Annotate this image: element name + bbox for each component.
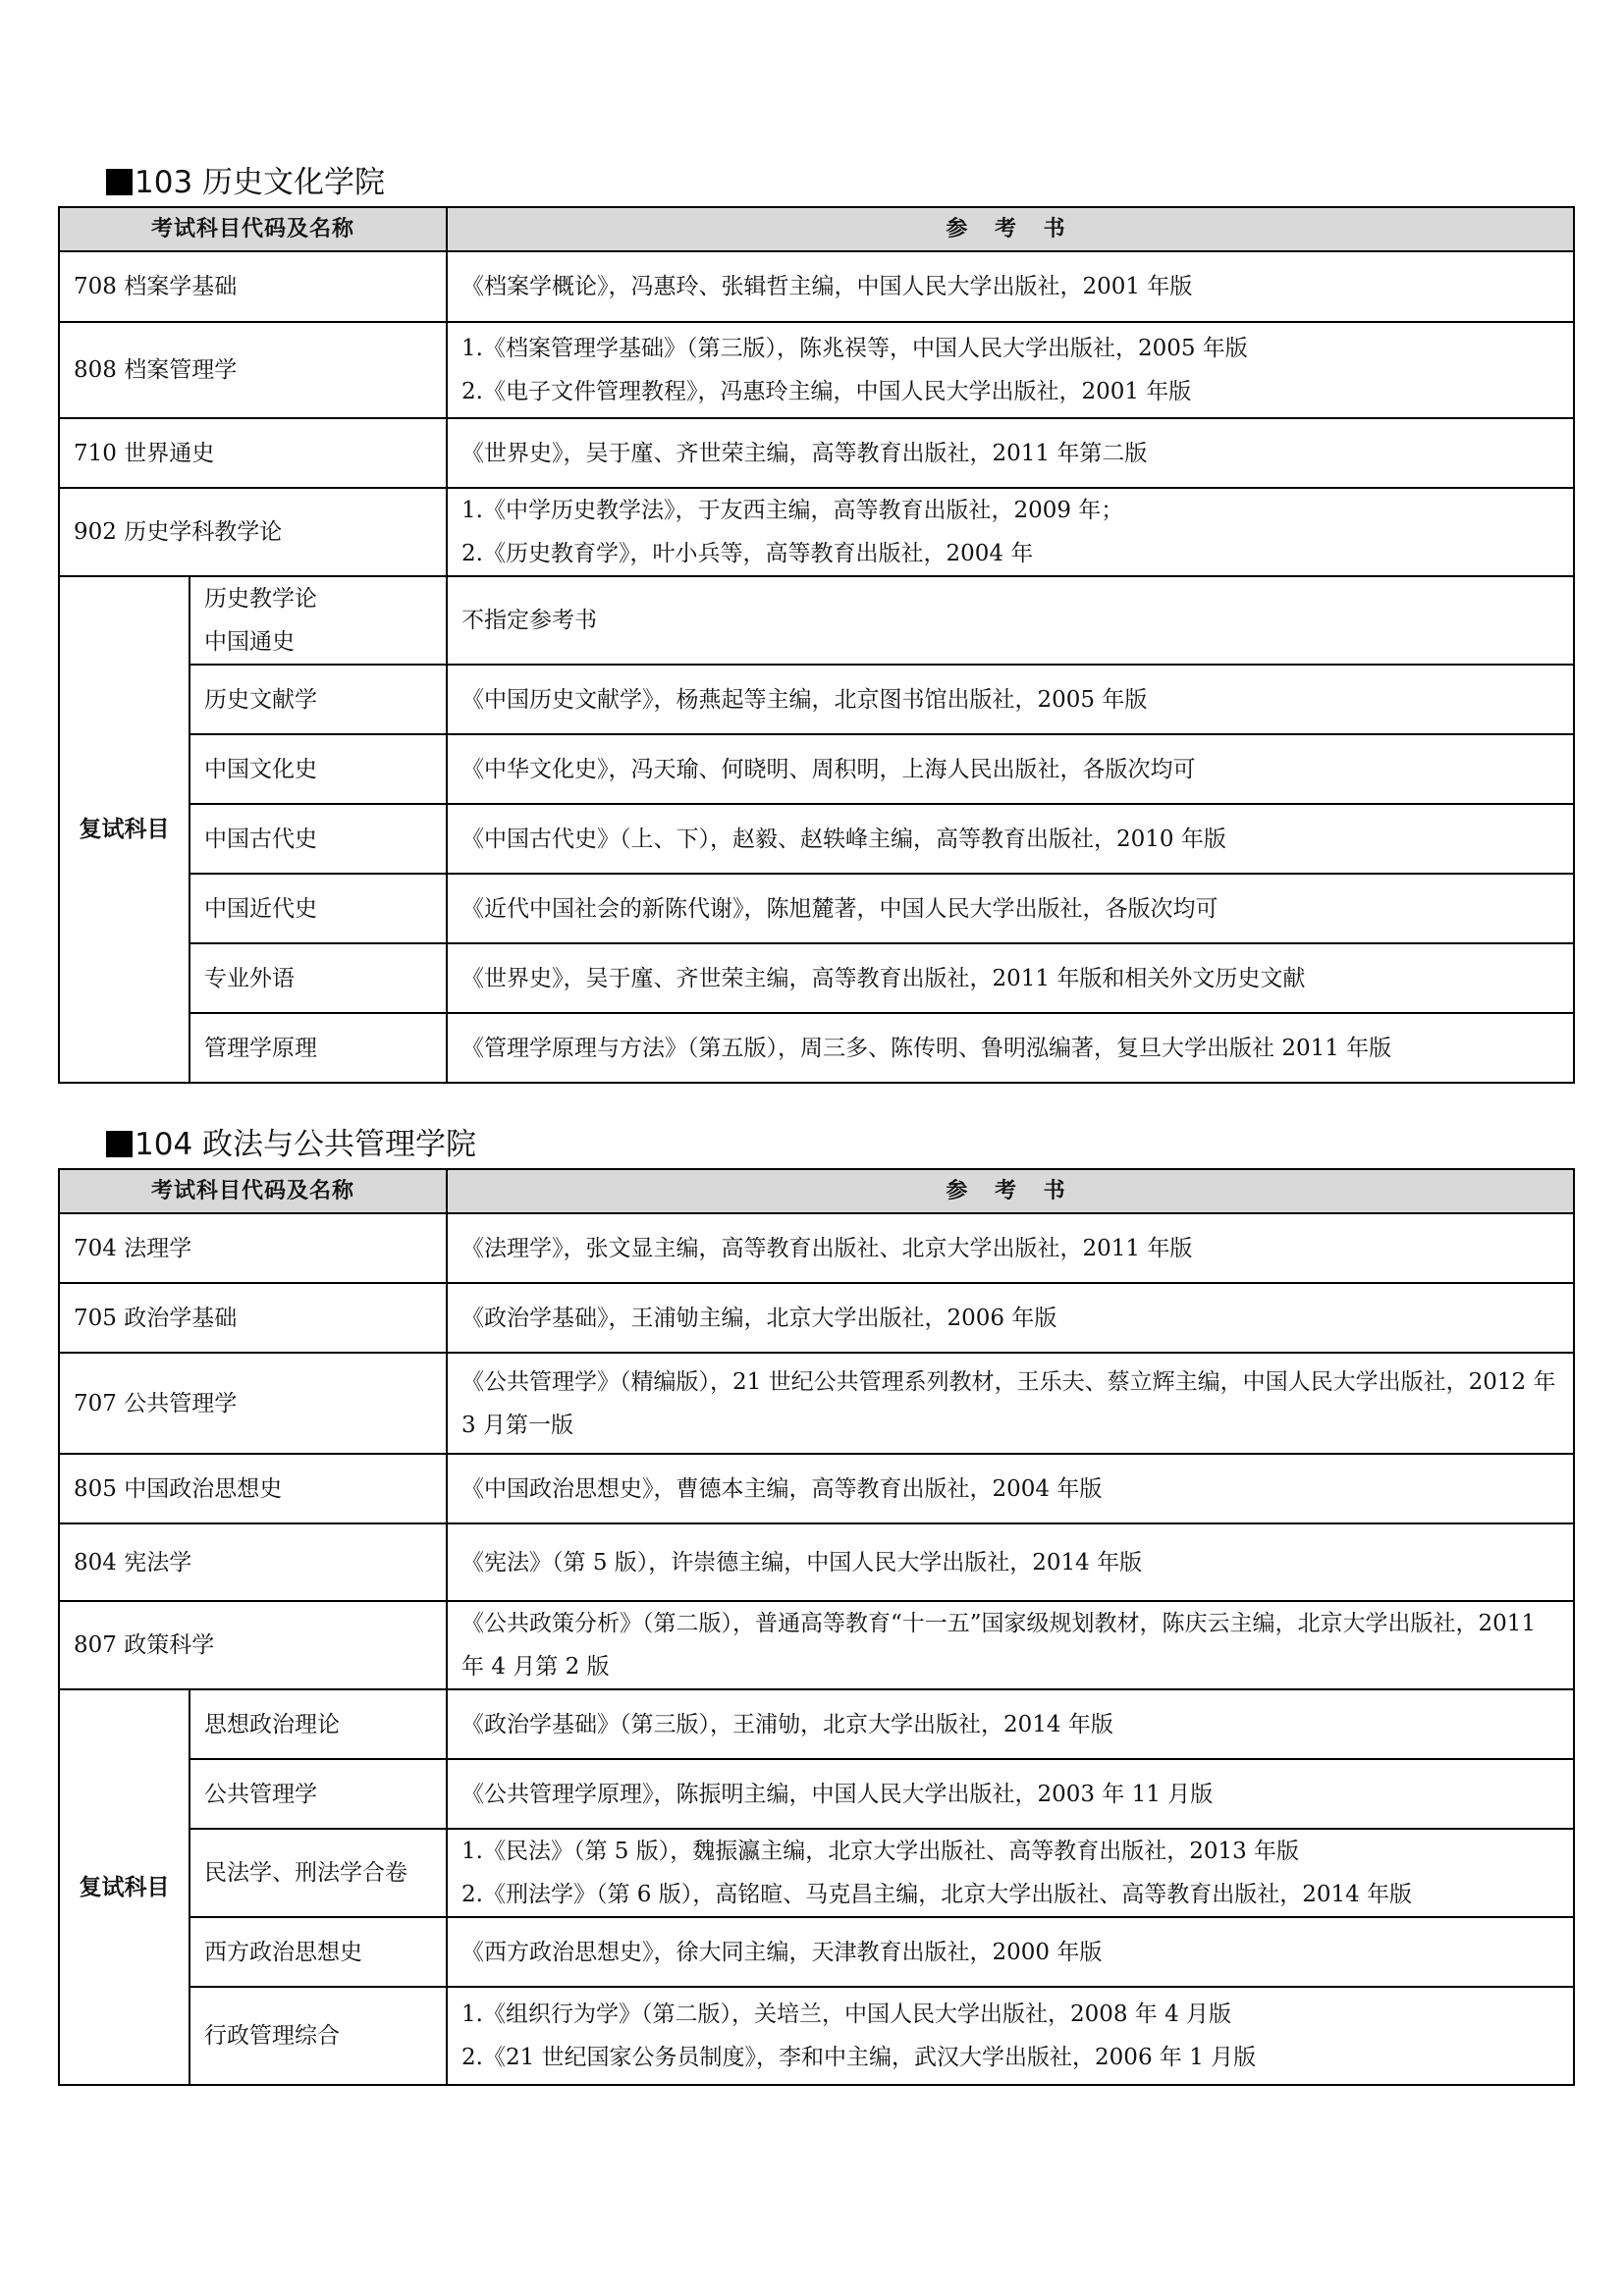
retest-subject-cell: 西方政治思想史 (189, 1917, 447, 1987)
table-row (59, 1013, 1574, 1083)
books-cell: 《西方政治思想史》，徐大同主编，天津教育出版社，2000 年版 (447, 1917, 1574, 1987)
table-row (59, 1601, 1574, 1689)
subject-cell: 705 政治学基础 (59, 1283, 447, 1353)
subject-cell: 807 政策科学 (59, 1601, 447, 1689)
books-cell: 《政治学基础》，王浦劬主编，北京大学出版社，2006 年版 (447, 1283, 1574, 1353)
header-books: 参 考 书 (447, 207, 1574, 251)
books-cell: 《中国历史文献学》，杨燕起等主编，北京图书馆出版社，2005 年版 (447, 665, 1574, 734)
books-cell: 《公共管理学》（精编版），21 世纪公共管理系列教材，王乐夫、蔡立辉主编，中国人民大学出版社，2012 年 3 月第一版 (447, 1353, 1574, 1454)
table-row (59, 874, 1574, 943)
retest-subject-cell: 管理学原理 (189, 1013, 447, 1083)
books-cell: 《政治学基础》（第三版），王浦劬，北京大学出版社，2014 年版 (447, 1689, 1574, 1759)
table-row (59, 943, 1574, 1013)
books-cell: 《中国古代史》（上、下），赵毅、赵轶峰主编，高等教育出版社，2010 年版 (447, 804, 1574, 874)
books-cell: 1.《中学历史教学法》，于友西主编，高等教育出版社，2009 年； 2.《历史教育学》，叶小兵等，高等教育出版社，2004 年 (447, 488, 1574, 576)
retest-label: 复试科目 (59, 576, 189, 1083)
table-row (59, 576, 1574, 665)
table-row (59, 1283, 1574, 1353)
section-title-104 (106, 1127, 476, 1162)
table-row (59, 251, 1574, 322)
retest-subject-cell: 民法学、刑法学合卷 (189, 1829, 447, 1917)
table-row (59, 1523, 1574, 1601)
table-row (59, 1917, 1574, 1987)
table-row (59, 1454, 1574, 1523)
books-cell: 《世界史》，吴于廑、齐世荣主编，高等教育出版社，2011 年版和相关外文历史文献 (447, 943, 1574, 1013)
table-row (59, 1829, 1574, 1917)
books-cell: 《中华文化史》，冯天瑜、何晓明、周积明，上海人民出版社，各版次均可 (447, 734, 1574, 804)
retest-label: 复试科目 (59, 1689, 189, 2085)
books-cell: 《近代中国社会的新陈代谢》，陈旭麓著，中国人民大学出版社，各版次均可 (447, 874, 1574, 943)
books-cell: 1.《民法》（第 5 版），魏振瀛主编，北京大学出版社、高等教育出版社，2013 年版 2.《刑法学》（第 6 版），高铭暄、马克昌主编，北京大学出版社、高等教育出版社，2014 年版 (447, 1829, 1574, 1917)
table-row (59, 488, 1574, 576)
table-row (59, 1213, 1574, 1283)
subject-cell: 902 历史学科教学论 (59, 488, 447, 576)
section-title-text: 104 政法与公共管理学院 (135, 1127, 477, 1162)
books-cell: 《中国政治思想史》，曹德本主编，高等教育出版社，2004 年版 (447, 1454, 1574, 1523)
table-header-row (59, 207, 1574, 251)
books-cell: 《公共政策分析》（第二版），普通高等教育“十一五”国家级规划教材，陈庆云主编，北京大学出版社，2011 年 4 月第 2 版 (447, 1601, 1574, 1689)
books-cell: 1.《组织行为学》（第二版），关培兰，中国人民大学出版社，2008 年 4 月版 2.《21 世纪国家公务员制度》，李和中主编，武汉大学出版社，2006 年 1 月版 (447, 1987, 1574, 2085)
books-cell: 《法理学》，张文显主编，高等教育出版社、北京大学出版社，2011 年版 (447, 1213, 1574, 1283)
books-cell: 《管理学原理与方法》（第五版），周三多、陈传明、鲁明泓编著，复旦大学出版社 2011 年版 (447, 1013, 1574, 1083)
table-row (59, 1987, 1574, 2085)
books-cell: 《公共管理学原理》，陈振明主编，中国人民大学出版社，2003 年 11 月版 (447, 1759, 1574, 1829)
subject-cell: 707 公共管理学 (59, 1353, 447, 1454)
table-header-row (59, 1169, 1574, 1213)
subject-cell: 704 法理学 (59, 1213, 447, 1283)
subject-cell: 708 档案学基础 (59, 251, 447, 322)
black-square-icon (106, 169, 133, 195)
table-row (59, 1759, 1574, 1829)
books-cell: 1.《档案管理学基础》（第三版），陈兆祦等，中国人民大学出版社，2005 年版 2.《电子文件管理教程》，冯惠玲主编，中国人民大学出版社，2001 年版 (447, 322, 1574, 418)
black-square-icon (106, 1131, 133, 1157)
retest-subject-cell: 公共管理学 (189, 1759, 447, 1829)
retest-subject-cell: 行政管理综合 (189, 1987, 447, 2085)
subject-cell: 710 世界通史 (59, 418, 447, 488)
books-cell: 《档案学概论》，冯惠玲、张辑哲主编，中国人民大学出版社，2001 年版 (447, 251, 1574, 322)
subject-cell: 804 宪法学 (59, 1523, 447, 1601)
retest-subject-cell: 专业外语 (189, 943, 447, 1013)
books-cell: 不指定参考书 (447, 576, 1574, 665)
retest-subject-cell: 中国文化史 (189, 734, 447, 804)
section-title-text: 103 历史文化学院 (135, 165, 386, 200)
header-books: 参 考 书 (447, 1169, 1574, 1213)
retest-subject-cell: 中国古代史 (189, 804, 447, 874)
table-row (59, 734, 1574, 804)
header-subject: 考试科目代码及名称 (59, 207, 447, 251)
header-subject: 考试科目代码及名称 (59, 1169, 447, 1213)
subject-cell: 805 中国政治思想史 (59, 1454, 447, 1523)
table-row (59, 322, 1574, 418)
subject-cell: 808 档案管理学 (59, 322, 447, 418)
table-row (59, 1353, 1574, 1454)
retest-subject-cell: 中国近代史 (189, 874, 447, 943)
retest-subject-cell: 思想政治理论 (189, 1689, 447, 1759)
books-cell: 《世界史》，吴于廑、齐世荣主编，高等教育出版社，2011 年第二版 (447, 418, 1574, 488)
retest-subject-cell: 历史文献学 (189, 665, 447, 734)
reference-table-103 (58, 206, 1575, 1084)
section-title-103 (106, 165, 385, 200)
table-row (59, 804, 1574, 874)
table-row (59, 418, 1574, 488)
reference-table-104 (58, 1168, 1575, 2086)
table-row (59, 1689, 1574, 1759)
table-row (59, 665, 1574, 734)
books-cell: 《宪法》（第 5 版），许崇德主编，中国人民大学出版社，2014 年版 (447, 1523, 1574, 1601)
retest-subject-cell: 历史教学论 中国通史 (189, 576, 447, 665)
